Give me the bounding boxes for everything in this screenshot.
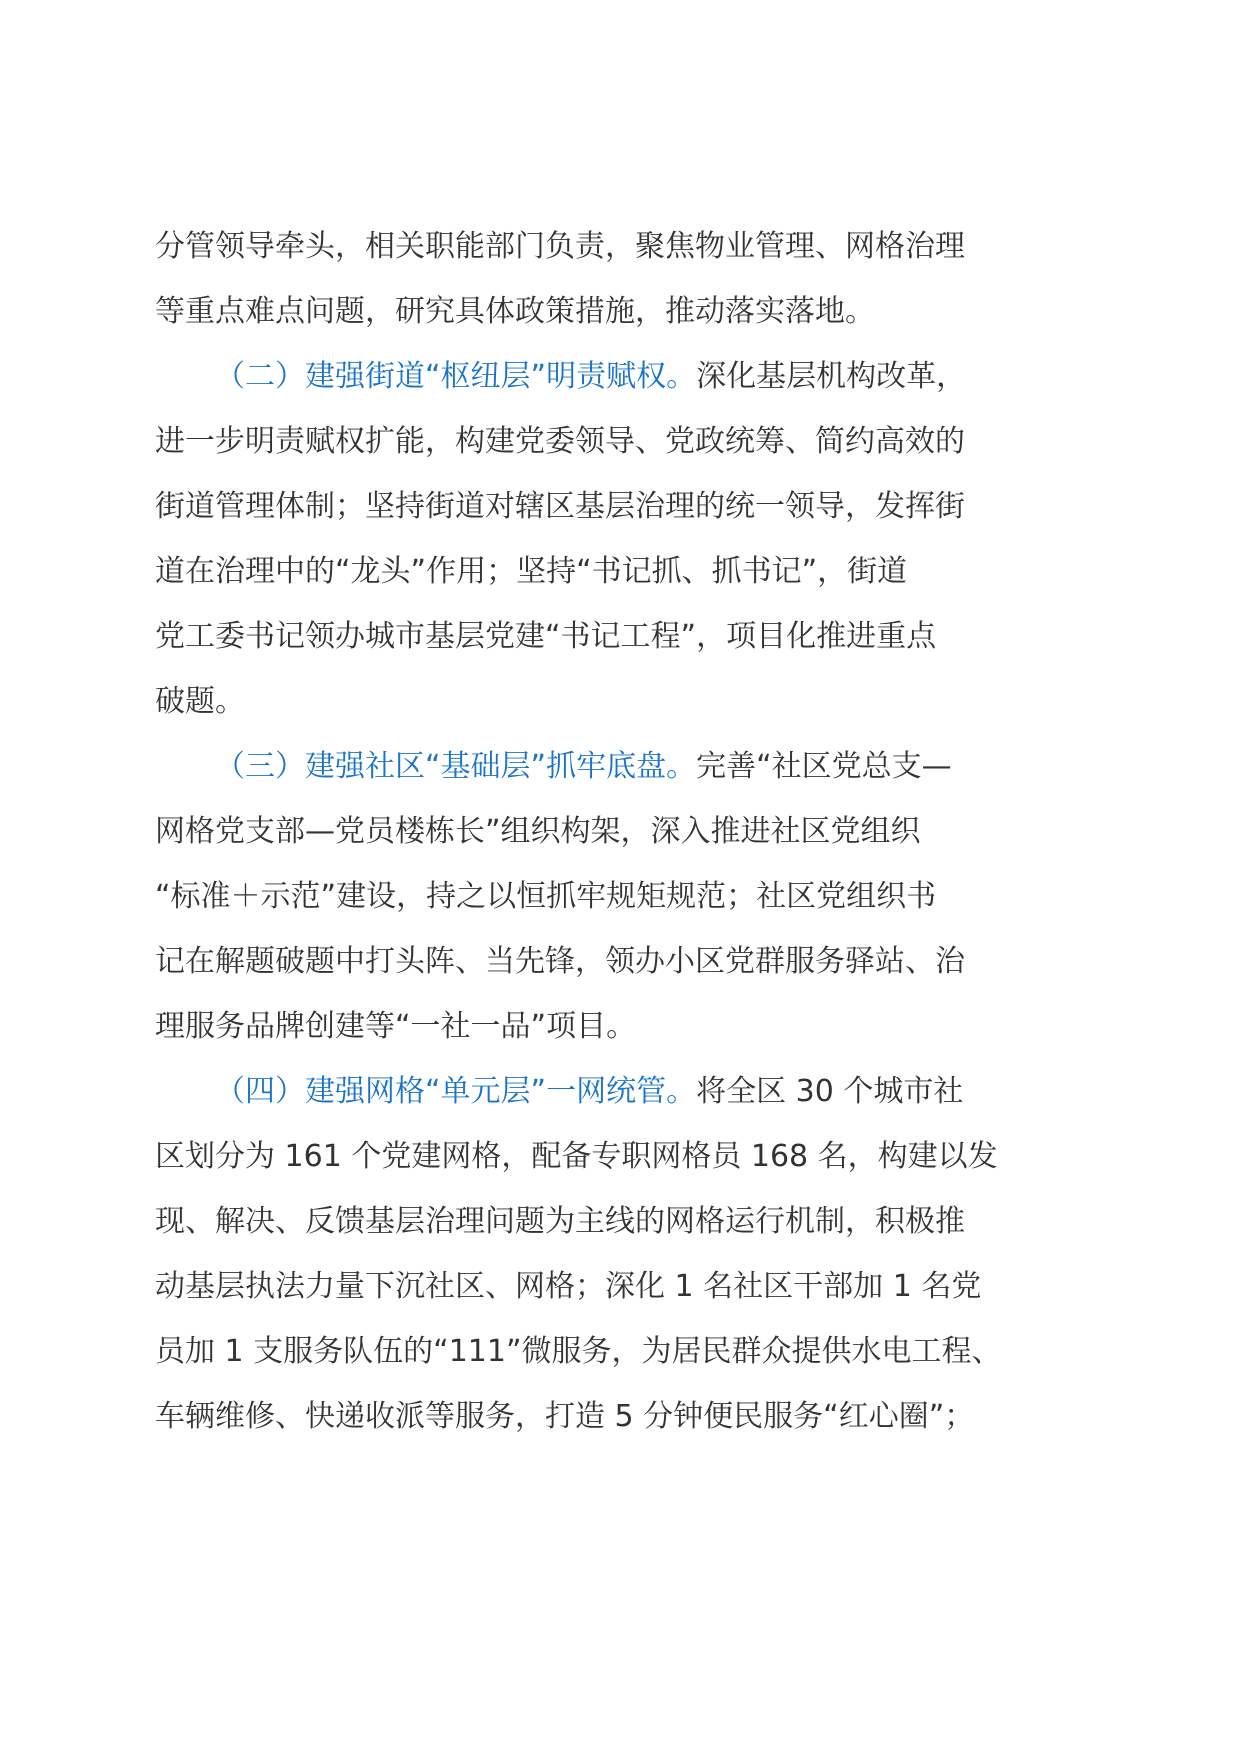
text-run: 将全区 30 个城市社 — [696, 1074, 964, 1109]
text-line: 员加 1 支服务队伍的“111”微服务，为居民群众提供水电工程、 — [155, 1334, 1002, 1369]
text-line: 破题。 — [155, 684, 245, 719]
text-run: 深化基层机构改革， — [696, 359, 967, 394]
text-line: 等重点难点问题，研究具体政策措施，推动落实落地。 — [155, 294, 875, 329]
paragraph-community-base — [155, 734, 1095, 1059]
text-line: “标准＋示范”建设，持之以恒抓牢规矩规范；社区党组织书 — [155, 879, 937, 914]
text-line: 区划分为 161 个党建网格，配备专职网格员 168 名，构建以发 — [155, 1139, 998, 1174]
paragraph-continuation — [155, 214, 1095, 344]
paragraph-first-line — [155, 734, 1095, 799]
paragraph-first-line — [155, 344, 1095, 409]
text-line: 车辆维修、快递收派等服务，打造 5 分钟便民服务“红心圈”； — [155, 1399, 975, 1434]
paragraph-grid-unit — [155, 1059, 1095, 1449]
text-line: 道在治理中的“龙头”作用；坚持“书记抓、抓书记”，街道 — [155, 554, 908, 589]
text-line: 分管领导牵头，相关职能部门负责，聚焦物业管理、网格治理 — [155, 229, 965, 264]
text-line: 现、解决、反馈基层治理问题为主线的网格运行机制，积极推 — [155, 1204, 965, 1239]
text-line: 理服务品牌创建等“一社一品”项目。 — [155, 1009, 637, 1044]
text-line: 进一步明责赋权扩能，构建党委领导、党政统筹、简约高效的 — [155, 424, 965, 459]
text-line: 动基层执法力量下沉社区、网格；深化 1 名社区干部加 1 名党 — [155, 1269, 982, 1304]
text-run: 完善“社区党总支— — [696, 749, 952, 784]
text-line: 记在解题破题中打头阵、当先锋，领办小区党群服务驿站、治 — [155, 944, 965, 979]
text-line: 街道管理体制；坚持街道对辖区基层治理的统一领导，发挥街 — [155, 489, 965, 524]
text-line: 网格党支部—党员楼栋长”组织构架，深入推进社区党组织 — [155, 814, 921, 849]
text-line: 党工委书记领办城市基层党建“书记工程”，项目化推进重点 — [155, 619, 937, 654]
section-heading: （三）建强社区“基础层”抓牢底盘。 — [215, 749, 697, 784]
paragraph-street-hub — [155, 344, 1095, 734]
document-body — [155, 214, 1095, 1449]
section-heading: （二）建强街道“枢纽层”明责赋权。 — [215, 359, 697, 394]
section-heading: （四）建强网格“单元层”一网统管。 — [215, 1074, 697, 1109]
paragraph-first-line — [155, 1059, 1095, 1124]
